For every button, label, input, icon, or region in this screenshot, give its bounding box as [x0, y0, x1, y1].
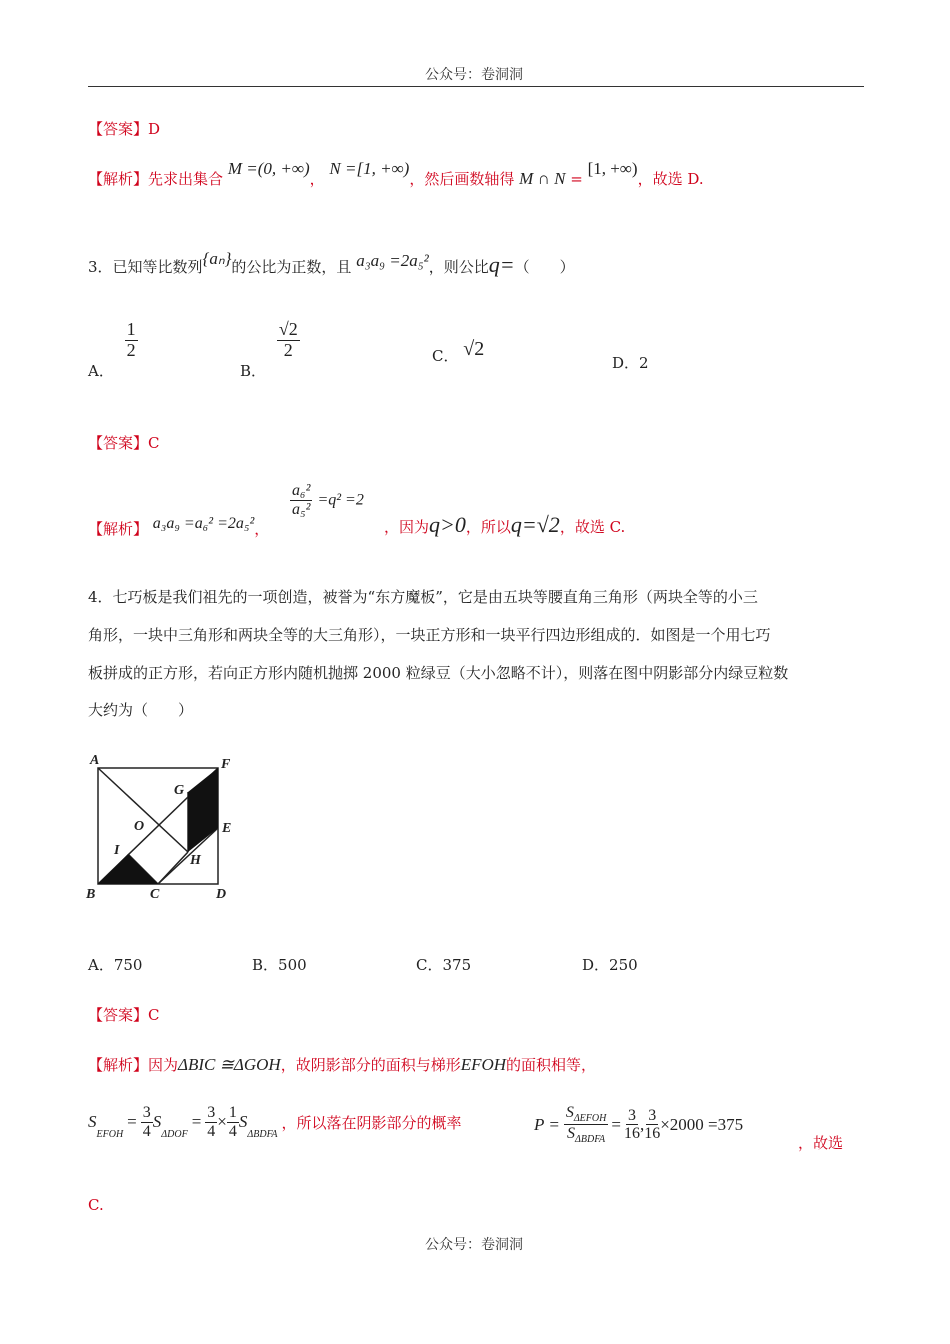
frac-den: 16: [623, 1125, 640, 1143]
q3-analysis: [88, 515, 270, 539]
analysis-text: ，所以: [465, 518, 511, 536]
option-label: A．: [88, 362, 114, 381]
option-value: √2: [463, 338, 485, 360]
header-rule: [88, 86, 864, 87]
q4-stem-line4: 大约为（ ）: [88, 701, 194, 719]
prob-result: ×2000 =375: [660, 1114, 744, 1134]
fraction: [205, 1104, 217, 1140]
option-value: 750: [113, 956, 143, 974]
option-label: B．: [252, 956, 279, 974]
option-value: 500: [278, 956, 307, 974]
analysis-label: 【解析】: [88, 520, 149, 538]
fraction: [624, 1107, 640, 1143]
q4-stem-line2: 角形，一块中三角形和两块全等的大三角形），一块正方形和一块平行四边形组成的．如图是一个用七巧: [88, 626, 771, 644]
option-fraction: [277, 320, 300, 361]
congruence-expr: ΔBIC ≅ΔGOH: [178, 1055, 281, 1074]
point-label-I: I: [114, 843, 120, 858]
fraction: [141, 1104, 153, 1140]
analysis-text: ，因为: [384, 518, 430, 536]
set-intersection: M ∩ N: [519, 169, 566, 188]
tangram-figure: [84, 748, 244, 908]
area-symbol: S: [565, 1104, 574, 1121]
answer-label: 【答案】: [88, 120, 149, 138]
q4-stem-line3: 板拼成的正方形，若向正方形内随机抛掷 2000 粒绿豆（大小忽略不计），则落在图中阴影部分内绿豆粒数: [88, 664, 789, 682]
sequence-an: {aₙ}: [202, 249, 232, 268]
area-symbol: S: [88, 1112, 97, 1132]
point-label-D: D: [216, 887, 227, 902]
stem-text: 3．已知等比数列: [88, 258, 203, 276]
q4-analysis: [88, 1054, 596, 1075]
q4-option-b: [252, 954, 307, 975]
sep: ，: [254, 520, 270, 538]
analysis-text: 先求出集合: [148, 170, 224, 188]
frac-den: 4: [207, 1122, 216, 1140]
q3-option-b: [240, 319, 300, 381]
q3-option-d: [612, 352, 649, 373]
frac-den: 16: [644, 1125, 661, 1143]
trapezoid-name: EFOH: [460, 1055, 507, 1074]
frac-den: 2: [283, 339, 293, 360]
analysis-expr: a₃a₉ =a₆² =2a₅²: [152, 515, 255, 532]
q4-stem-line1: 4．七巧板是我们祖先的一项创造，被誉为“东方魔板”，它是由五块等腰直角三角形（两块全等的小三: [88, 588, 758, 606]
answer-label: 【答案】: [88, 1006, 149, 1024]
option-value: 250: [609, 956, 638, 974]
shaded-triangle: [98, 854, 158, 884]
q4-analysis-end: ，故选: [798, 1134, 844, 1152]
analysis-text: 的面积相等，: [506, 1056, 597, 1074]
q-positive: q>0: [429, 512, 466, 537]
analysis-text: ，所以落在阴影部分的概率: [281, 1113, 462, 1132]
q2-answer: [88, 118, 160, 139]
prob-fraction: [564, 1104, 609, 1145]
area-subscript: ΔEFOH: [573, 1113, 607, 1125]
q3-analysis-fraction: [290, 482, 364, 518]
analysis-label: 【解析】: [88, 1056, 149, 1074]
frac-num: 1: [228, 1104, 237, 1121]
frac-den: a₅²: [292, 500, 311, 518]
q4-option-c: [416, 954, 471, 975]
point-label-B: B: [86, 887, 96, 902]
frac-num: a₆²: [292, 482, 311, 499]
q3-option-a: [88, 319, 138, 381]
frac-num: 3: [648, 1106, 657, 1124]
ratio-rest: =q² =2: [317, 491, 364, 509]
answer-value: C: [148, 1006, 160, 1024]
frac-den: 4: [142, 1122, 151, 1140]
q4-answer: [88, 1004, 160, 1025]
point-label-A: A: [90, 753, 100, 768]
equals: =: [570, 170, 583, 188]
option-fraction: [125, 320, 138, 361]
option-label: C．: [432, 347, 459, 365]
ratio-fraction: [290, 482, 312, 518]
area-subscript: ΔDOF: [161, 1129, 188, 1141]
option-label: D．: [612, 354, 640, 372]
option-label: C．: [416, 956, 443, 974]
q3-answer: [88, 432, 160, 453]
point-label-G: G: [174, 783, 185, 798]
q4-option-a: [88, 954, 142, 975]
q-equals: q=: [488, 252, 515, 277]
page-footer: 公众号：卷洞洞: [425, 1237, 523, 1253]
set-N: N =[1, +∞): [329, 159, 410, 178]
result-set: [1, +∞): [587, 159, 638, 178]
set-M: M =(0, +∞): [227, 159, 310, 178]
stem-paren: （ ）: [514, 258, 575, 276]
equals: =: [191, 1112, 202, 1132]
analysis-text: ，然后画数轴得: [409, 170, 515, 188]
stem-text: 的公比为正数，且: [231, 258, 352, 276]
stem-text: ，则公比: [428, 258, 489, 276]
answer-value: C: [148, 434, 160, 452]
q4-probability-formula: [534, 1104, 743, 1145]
area-subscript: ΔBDFA: [247, 1129, 278, 1141]
point-label-O: O: [134, 819, 145, 834]
sep: ，: [309, 170, 325, 188]
times: ×: [217, 1112, 227, 1132]
q3-analysis-tail: [384, 512, 625, 538]
area-symbol: S: [238, 1112, 248, 1132]
frac-den: [567, 1125, 605, 1145]
frac-den: 2: [126, 339, 136, 360]
q4-area-formula: [88, 1104, 462, 1140]
analysis-text: 因为: [148, 1056, 179, 1074]
analysis-end: ，故选 D.: [637, 170, 704, 188]
point-label-F: F: [221, 757, 231, 772]
fraction: [644, 1107, 660, 1143]
q4-analysis-last: C.: [88, 1196, 104, 1214]
analysis-end: ，故选 C.: [559, 518, 626, 536]
shaded-parallelogram: [188, 768, 218, 852]
prob-lhs: P =: [534, 1114, 560, 1134]
area-symbol: S: [152, 1112, 162, 1132]
area-subscript: EFOH: [96, 1129, 124, 1141]
answer-label: 【答案】: [88, 434, 149, 452]
analysis-label: 【解析】: [88, 170, 149, 188]
frac-num: 3: [207, 1104, 216, 1121]
option-value: 2: [639, 354, 649, 372]
comma: ,: [639, 1114, 645, 1134]
equals: =: [611, 1114, 621, 1134]
fraction: [227, 1104, 239, 1140]
option-value: 375: [442, 956, 472, 974]
page-header: 公众号：卷洞洞: [425, 67, 523, 83]
frac-num: 1: [126, 319, 136, 339]
point-label-E: E: [222, 821, 232, 836]
analysis-text: ，故阴影部分的面积与梯形: [280, 1056, 461, 1074]
q2-analysis: [88, 159, 704, 189]
point-label-C: C: [150, 887, 160, 902]
frac-den: 4: [228, 1122, 237, 1140]
option-label: D．: [582, 956, 610, 974]
frac-num: 3: [142, 1104, 151, 1121]
frac-num: [564, 1104, 609, 1125]
condition-expr: a₃a₉ =2a₅²: [356, 251, 429, 270]
point-label-H: H: [190, 853, 201, 868]
option-label: A．: [88, 956, 114, 974]
equals: =: [127, 1112, 137, 1132]
area-symbol: S: [567, 1125, 575, 1143]
q4-option-d: [582, 954, 638, 975]
q3-stem: [88, 249, 575, 278]
q-value: q=√2: [510, 512, 560, 537]
answer-value: D: [148, 120, 161, 138]
area-subscript: ΔBDFA: [575, 1134, 606, 1146]
q3-option-c: [432, 338, 485, 367]
frac-num: 3: [627, 1106, 636, 1124]
frac-num: √2: [278, 319, 298, 339]
option-label: B．: [240, 362, 267, 381]
